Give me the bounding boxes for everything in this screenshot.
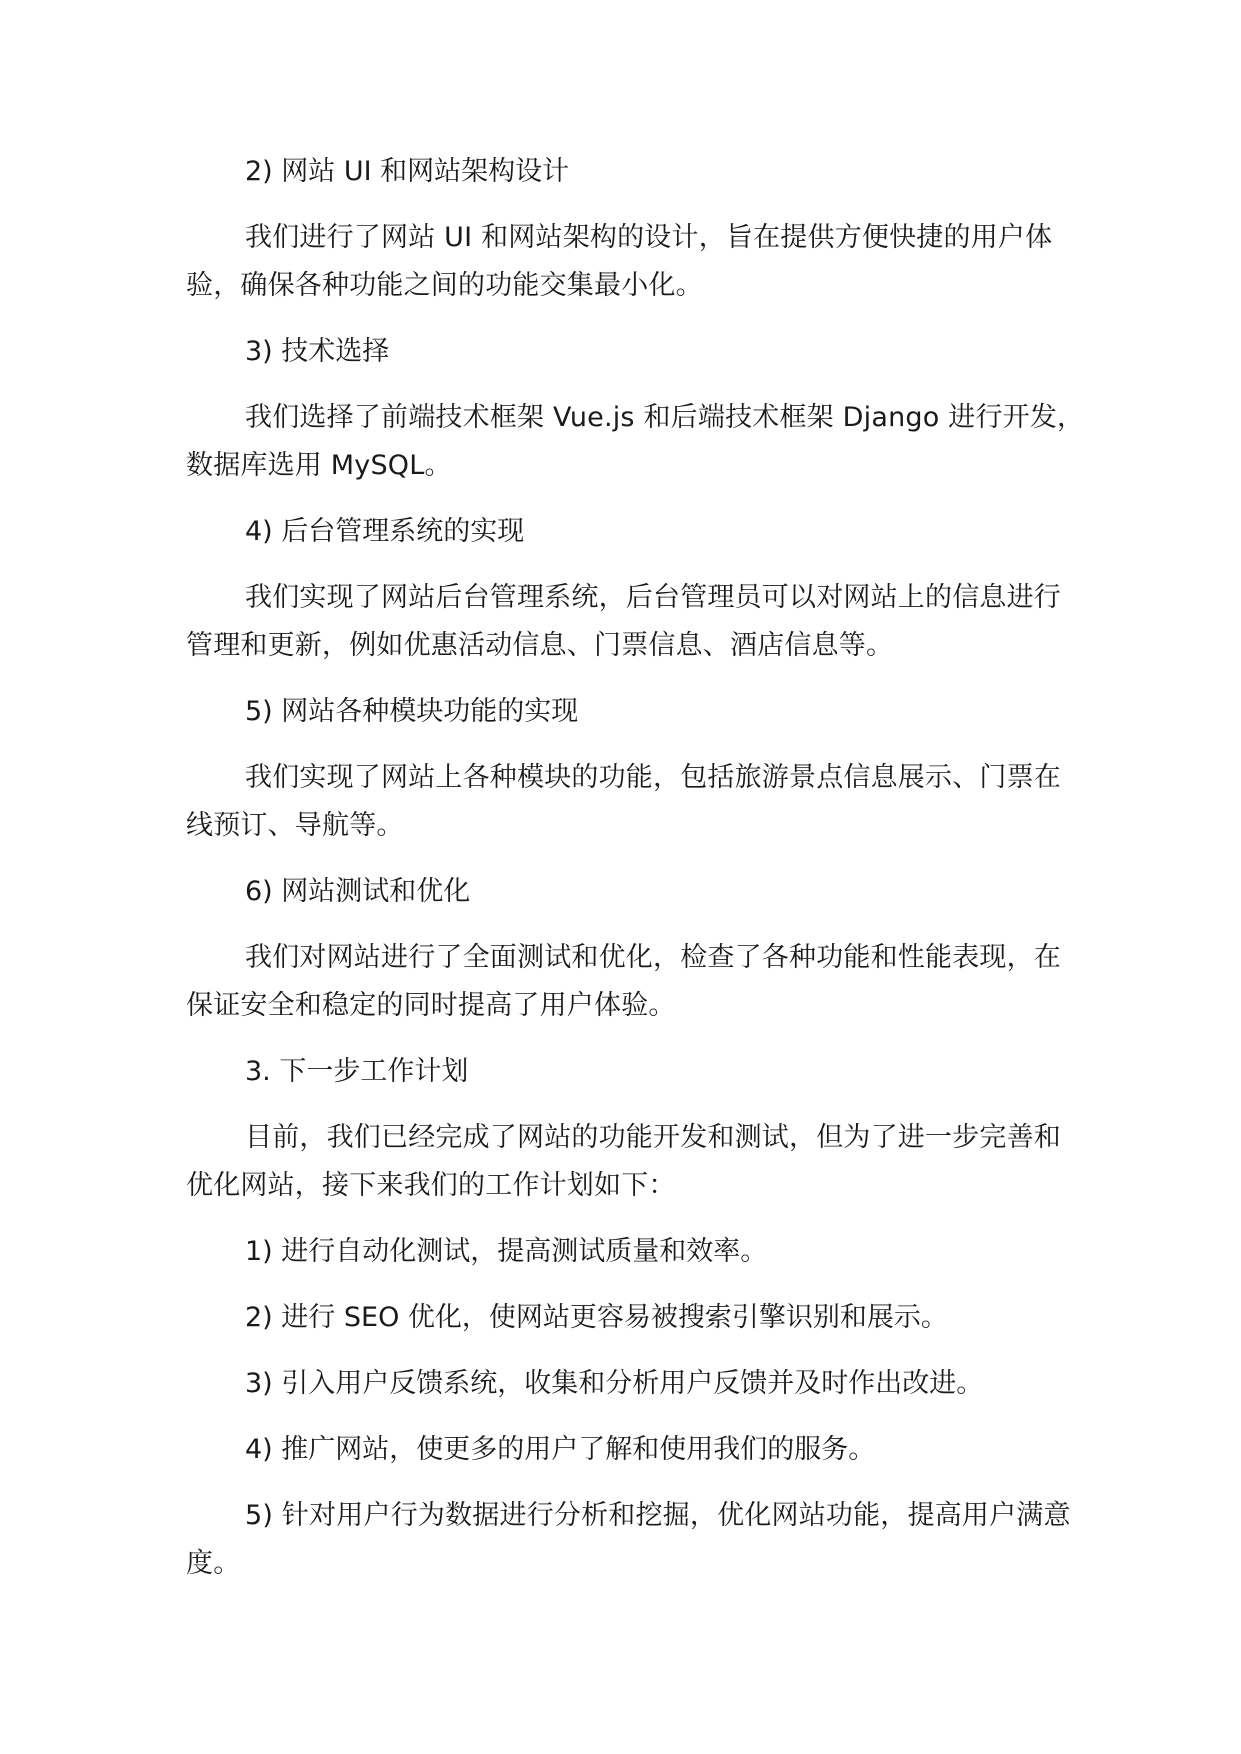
section-heading-testing: 6) 网站测试和优化 xyxy=(245,876,471,907)
paragraph-tech-choice: 我们选择了前端技术框架 Vue.js 和后端技术框架 Django 进行开发，数据库选用 MySQL。 xyxy=(186,402,1085,481)
plan-item-2: 2) 进行 SEO 优化，使网站更容易被搜索引擎识别和展示。 xyxy=(245,1302,948,1333)
section-heading-tech-choice: 3) 技术选择 xyxy=(245,336,390,367)
paragraph-ui-design: 我们进行了网站 UI 和网站架构的设计，旨在提供方便快捷的用户体验，确保各种功能之间的功能交集最小化。 xyxy=(186,222,1053,301)
plan-item-1: 1) 进行自动化测试，提高测试质量和效率。 xyxy=(245,1236,768,1267)
paragraph-modules: 我们实现了网站上各种模块的功能，包括旅游景点信息展示、门票在线预订、导航等。 xyxy=(186,762,1061,841)
plan-item-5: 5) 针对用户行为数据进行分析和挖掘，优化网站功能，提高用户满意度。 xyxy=(186,1500,1071,1579)
section-heading-next-plan: 3. 下一步工作计划 xyxy=(245,1056,469,1087)
paragraph-testing: 我们对网站进行了全面测试和优化，检查了各种功能和性能表现，在保证安全和稳定的同时提高了用户体验。 xyxy=(186,942,1061,1021)
section-heading-admin-system: 4) 后台管理系统的实现 xyxy=(245,516,525,547)
section-heading-modules: 5) 网站各种模块功能的实现 xyxy=(245,696,579,727)
paragraph-admin-system: 我们实现了网站后台管理系统，后台管理员可以对网站上的信息进行管理和更新，例如优惠活动信息、门票信息、酒店信息等。 xyxy=(186,582,1061,661)
plan-item-4: 4) 推广网站，使更多的用户了解和使用我们的服务。 xyxy=(245,1434,876,1465)
plan-item-3: 3) 引入用户反馈系统，收集和分析用户反馈并及时作出改进。 xyxy=(245,1368,984,1399)
document-page xyxy=(186,148,1086,1606)
paragraph-next-plan: 目前，我们已经完成了网站的功能开发和测试，但为了进一步完善和优化网站，接下来我们的工作计划如下： xyxy=(186,1122,1061,1201)
section-heading-ui-design: 2) 网站 UI 和网站架构设计 xyxy=(245,156,570,187)
